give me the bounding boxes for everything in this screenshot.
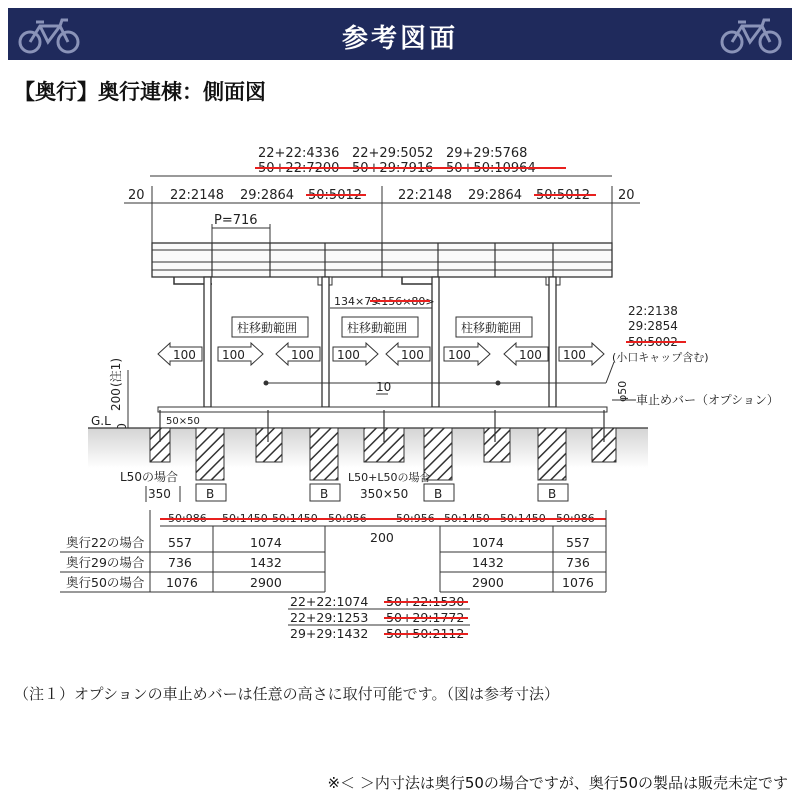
svg-text:50+29:1772: 50+29:1772 bbox=[386, 610, 465, 625]
row-label: 奥行22の場合 bbox=[66, 535, 145, 550]
row-label: 奥行50の場合 bbox=[66, 575, 145, 590]
arrow-label: 100 bbox=[173, 348, 196, 362]
cell: 1074 bbox=[472, 535, 504, 550]
right-dim-50-struck: 50:5002 bbox=[628, 335, 678, 349]
cell: 1432 bbox=[250, 555, 282, 570]
section-title: 【奥行】奥行連棟：側面図 bbox=[14, 80, 266, 104]
banner-title: 参考図面 bbox=[341, 24, 458, 54]
span-right-50-struck: 50:5012 bbox=[536, 188, 591, 203]
arrow-label: 100 bbox=[448, 348, 471, 362]
width-350x50: 350×50 bbox=[360, 487, 409, 501]
arrow-label: 100 bbox=[337, 348, 360, 362]
center-gap: 10 bbox=[376, 380, 392, 394]
b-label: B bbox=[206, 487, 215, 501]
height-200: 200 bbox=[109, 388, 123, 411]
cell: 736 bbox=[168, 555, 192, 570]
svg-text:29+29:1432: 29+29:1432 bbox=[290, 626, 369, 641]
svg-text:50:1450: 50:1450 bbox=[272, 512, 318, 525]
svg-text:50:956: 50:956 bbox=[396, 512, 435, 525]
b-label: B bbox=[320, 487, 329, 501]
l50x2-label: L50+L50の場合 bbox=[348, 471, 431, 484]
arrow-label: 100 bbox=[222, 348, 245, 362]
dim-22-29: 22+29:5052 bbox=[352, 146, 434, 161]
span-left-29: 29:2864 bbox=[240, 188, 295, 203]
cell: 557 bbox=[566, 535, 590, 550]
span-right-22: 22:2148 bbox=[398, 188, 453, 203]
svg-text:50:1450: 50:1450 bbox=[500, 512, 546, 525]
span-right-29: 29:2864 bbox=[468, 188, 523, 203]
svg-text:22+29:1253: 22+29:1253 bbox=[290, 610, 369, 625]
cell: 2900 bbox=[250, 575, 282, 590]
row-label: 奥行29の場合 bbox=[66, 555, 145, 570]
dim-50-50-struck: 50+50:10964 bbox=[446, 161, 536, 176]
center-dim: 200 bbox=[370, 530, 394, 545]
arrow-label: 100 bbox=[401, 348, 424, 362]
dim-50-22-struck: 50+22:7200 bbox=[258, 161, 340, 176]
edge-right-dim: 20 bbox=[618, 188, 635, 203]
post-range-label: 柱移動範囲 bbox=[461, 321, 522, 335]
cell: 1076 bbox=[166, 575, 198, 590]
b-label: B bbox=[434, 487, 443, 501]
cell: 557 bbox=[168, 535, 192, 550]
right-dim-22: 22:2138 bbox=[628, 304, 678, 318]
svg-text:50:1450: 50:1450 bbox=[444, 512, 490, 525]
cell: 1432 bbox=[472, 555, 504, 570]
cell: 2900 bbox=[472, 575, 504, 590]
arrow-label: 100 bbox=[519, 348, 542, 362]
footnote: ※＜ ＞内寸法は奥行50の場合ですが、奥行50の製品は販売未定です bbox=[327, 774, 788, 792]
gl-label: G.L bbox=[91, 414, 111, 428]
dim-29-29: 29+29:5768 bbox=[446, 146, 528, 161]
svg-text:50:956: 50:956 bbox=[328, 512, 367, 525]
svg-text:50:986: 50:986 bbox=[556, 512, 595, 525]
dim-22-22: 22+22:4336 bbox=[258, 146, 340, 161]
arrow-label: 100 bbox=[291, 348, 314, 362]
cell: 736 bbox=[566, 555, 590, 570]
cell: 1076 bbox=[562, 575, 594, 590]
svg-text:50+22:1530: 50+22:1530 bbox=[386, 594, 465, 609]
cap-note: (小口キャップ含む) bbox=[612, 351, 709, 364]
foot-size: 50×50 bbox=[166, 416, 200, 427]
svg-text:50:986: 50:986 bbox=[168, 512, 207, 525]
dim-50-29-struck: 50+29:7916 bbox=[352, 161, 434, 176]
roof bbox=[152, 243, 612, 285]
beam-size-struck: <156×80> bbox=[372, 295, 435, 308]
beam-size: 134×79 bbox=[334, 295, 379, 308]
stopper-bar bbox=[158, 407, 607, 412]
arrow-label: 100 bbox=[563, 348, 586, 362]
movement-arrows bbox=[158, 343, 604, 365]
svg-text:22+22:1074: 22+22:1074 bbox=[290, 594, 369, 609]
option-note: （注１）オプションの車止めバーは任意の高さに取付可能です。（図は参考寸法） bbox=[14, 685, 559, 703]
note1-mark: (注1) bbox=[109, 358, 123, 387]
edge-left-dim: 20 bbox=[128, 188, 145, 203]
post-range-label: 柱移動範囲 bbox=[347, 321, 408, 335]
span-left-50-struck: 50:5012 bbox=[308, 188, 363, 203]
svg-text:50+50:2112: 50+50:2112 bbox=[386, 626, 465, 641]
cell: 1074 bbox=[250, 535, 282, 550]
span-left-22: 22:2148 bbox=[170, 188, 225, 203]
phi-label: φ50 bbox=[616, 380, 629, 402]
b-label: B bbox=[548, 487, 557, 501]
width-350: 350 bbox=[148, 487, 171, 501]
svg-text:50:1450: 50:1450 bbox=[222, 512, 268, 525]
pitch-label: P=716 bbox=[214, 213, 258, 228]
right-dim-29: 29:2854 bbox=[628, 319, 678, 333]
stopper-label: 車止めバー（オプション） bbox=[636, 393, 779, 407]
l50-label: L50の場合 bbox=[120, 470, 178, 484]
post-range-label: 柱移動範囲 bbox=[237, 321, 298, 335]
